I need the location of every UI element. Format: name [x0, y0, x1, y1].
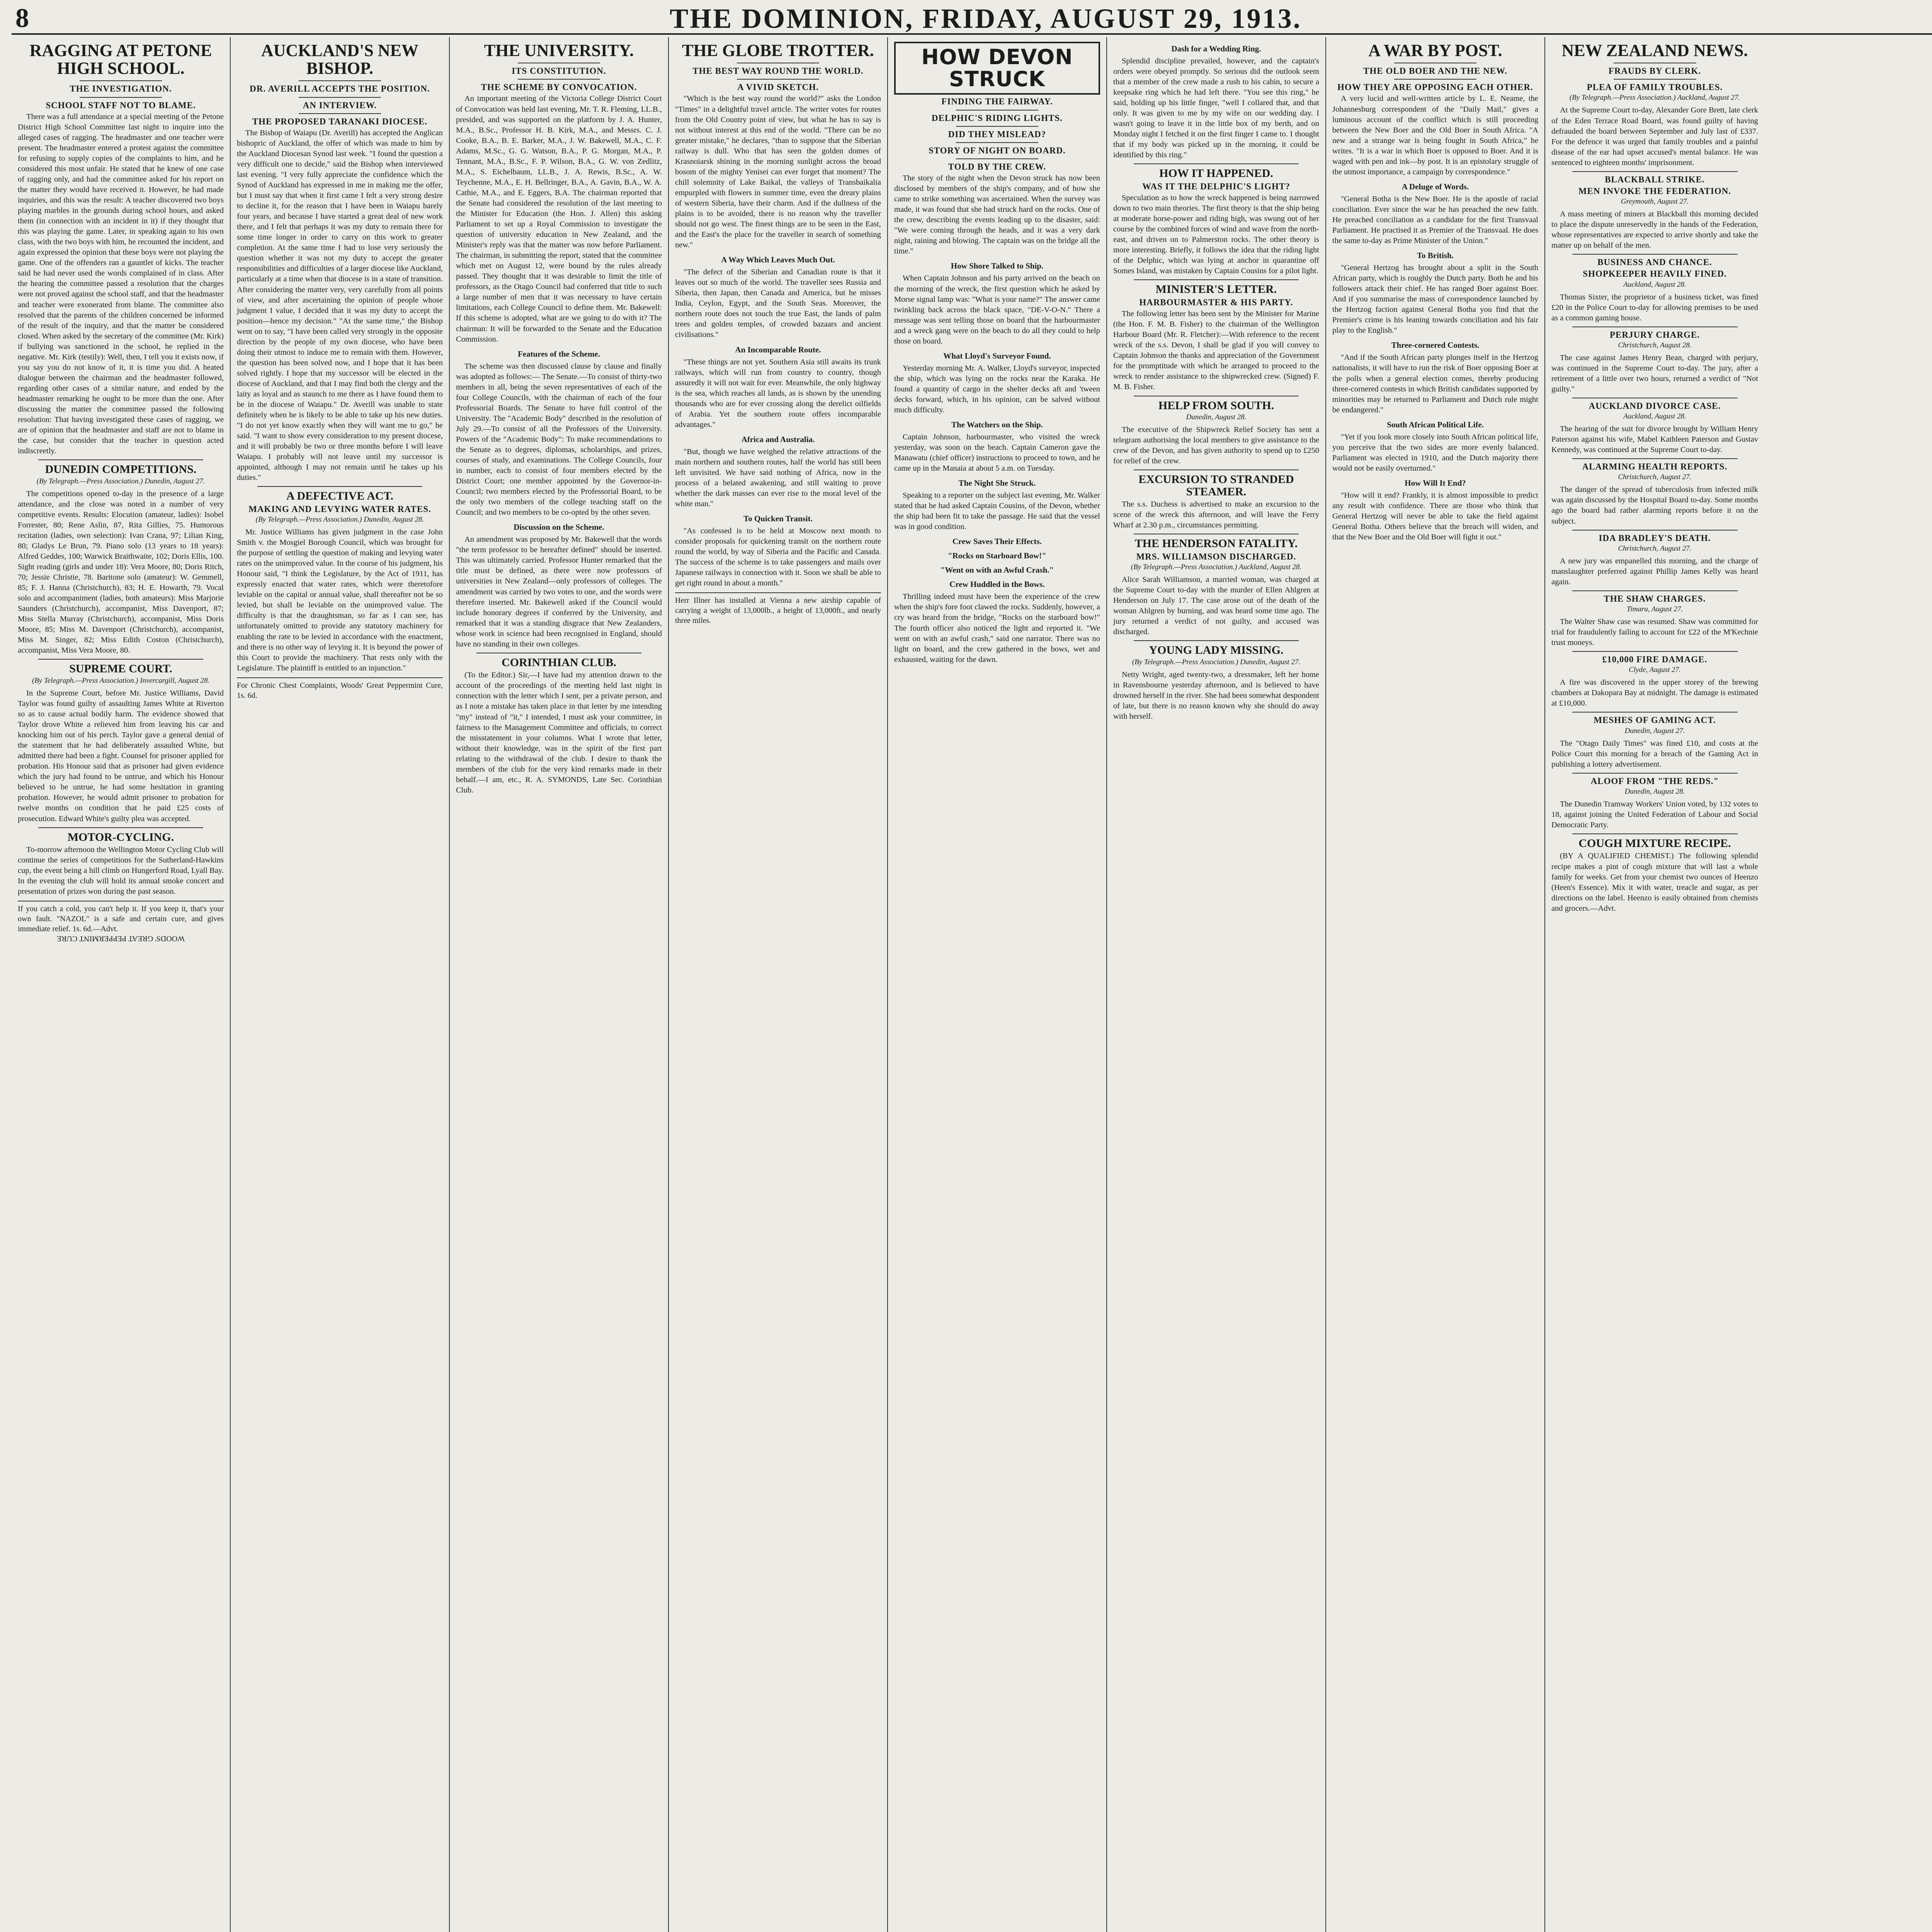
headline: HOW DEVON STRUCK	[894, 42, 1100, 95]
headline: PERJURY CHARGE.	[1609, 330, 1700, 340]
section-heading: What Lloyd's Surveyor Found.	[943, 351, 1051, 361]
dateline: Christchurch, August 28.	[1618, 341, 1692, 349]
subheadline: AN INTERVIEW.	[303, 100, 377, 110]
article-text: Thrilling indeed must have been the experience of the crew when the ship's fore foot clawed the rocks. Suddenly, however, a cry was heard from the bridge, "Rocks on the starboard bow!" The fourth officer also noticed the light and reported it. "We went on with an awful crash," said one narrator. There was no light on board, and the crew gathered in the bows, wet and exhausted, waiting for the dawn.	[894, 592, 1100, 664]
dateline: Clyde, August 27.	[1629, 666, 1681, 674]
article-text: The s.s. Duchess is advertised to make an excursion to the scene of the wreck this afternoon, and will leave the Ferry Wharf at 2.30 p.m., circumstances permitting.	[1113, 500, 1319, 530]
column-7	[1326, 37, 1545, 1932]
advertisement: For Chronic Chest Complaints, Woods' Great Peppermint Cure, 1s. 6d.	[237, 677, 443, 701]
article-text: Speculation as to how the wreck happened is being narrowed down to two main theories. The first theory is that the ship being at moderate horse-power and riding high, was swung out of her course by the combined forces of wind and wave from the north-east, and driven on to Palmerston rocks. The other theory is more interesting. Briefly, it follows the idea that the riding light of the Delphic, which was lying at anchor in quarantine off Somes Island, was mistaken by Captain Cousins for a pilot light.	[1113, 194, 1319, 276]
dateline: Christchurch, August 27.	[1618, 544, 1692, 553]
dateline: Auckland, August 28.	[1623, 412, 1686, 421]
dateline: (By Telegraph.—Press Association.) Invercargill, August 28.	[32, 676, 210, 685]
section-heading: "Went on with an Awful Crash."	[940, 565, 1054, 575]
inverted-text: WOODS' GREAT PEPPERMINT CURE	[56, 934, 185, 943]
column-3	[450, 37, 669, 1932]
column-1	[12, 37, 231, 1932]
headline: AUCKLAND'S NEW BISHOP.	[261, 41, 419, 78]
subheadline: SHOPKEEPER HEAVILY FINED.	[1583, 269, 1727, 279]
article-text: "These things are not yet. Southern Asia still awaits its trunk railways, which will run from country to country, though assuredly it will not wait for ever. Meanwhile, the only highway is the sea, which reaches all lands, as is shown by the unending thousands who are for ever crossing along the derelict oilfields of Arabia. Yet the southern route offers incomparable advantages."	[675, 357, 881, 429]
article-text: Alice Sarah Williamson, a married woman, was charged at the Supreme Court to-day with the murder of Ellen Ahlgren at Henderson on July 17. The case arose out of the death of the woman Ahlgren by burning, and was heard some time ago. The jury returned a verdict of not guilty, and accused was discharged.	[1113, 575, 1319, 636]
dateline: (By Telegraph.—Press Association.) Auckland, August 27.	[1569, 94, 1740, 102]
headline: THE SHAW CHARGES.	[1604, 594, 1706, 604]
article-text: In the Supreme Court, before Mr. Justice Williams, David Taylor was found guilty of assaulting James White at Riverton so as to cause actual bodily harm. The evidence showed that Taylor drove White a relieved him from leaving his car and knocking him out of his perch. Taylor gave a general denial of the statement that he had deliberately assaulted White, but admitted there had been a fight. Counsel for prisoner applied for probation. His Honour said that as prisoner had given evidence which the jury had found to be untrue, and which his Honour believed to be untrue, he had some hesitation in granting probation. However, he would admit prisoner to probation for twelve months on condition that he paid £25 costs of prosecution. Edward White's guilty plea was accepted.	[18, 689, 224, 823]
column-5	[888, 37, 1107, 1932]
article-text: "General Botha is the New Boer. He is the apostle of racial conciliation. Ever since the war he has preached the new faith. He preached conciliation as a candidate for the first Transvaal Parliament. He practised it as Premier of the Transvaal. He does the same to-day as Prime Minister of the Union."	[1332, 194, 1538, 245]
headline: YOUNG LADY MISSING.	[1149, 644, 1284, 657]
subheadline: DELPHIC'S RIDING LIGHTS.	[931, 113, 1063, 123]
article-text: At the Supreme Court to-day, Alexander Gore Brett, late clerk of the Eden Terrace Road Board, was found guilty of having defrauded the board between September and July last of £337. For the defence it was urged that family troubles and a painful disease of the ear had upset accused's mental balance. He was sentenced to eighteen months' imprisonment.	[1551, 106, 1758, 167]
headline: BUSINESS AND CHANCE.	[1597, 257, 1712, 267]
article-text: "Yet if you look more closely into South African political life, you perceive that the two sides are more evenly balanced. Parliament was elected in 1910, and the Dutch majority there would not be easily overturned."	[1332, 432, 1538, 473]
article-text: The executive of the Shipwreck Relief Society has sent a telegram authorising the local members to give assistance to the crew of the Devon, and has given authority to spend up to £250 for relief of the crew.	[1113, 425, 1319, 466]
headline: HOW IT HAPPENED.	[1159, 167, 1273, 180]
headline: COUGH MIXTURE RECIPE.	[1578, 837, 1731, 850]
headline: EXCURSION TO STRANDED STEAMER.	[1138, 473, 1294, 498]
subheadline: WAS IT THE DELPHIC'S LIGHT?	[1142, 181, 1290, 191]
article-text: The scheme was then discussed clause by clause and finally was adopted as follows:— The Senate.—To consist of thirty-two members in all, being the seven representatives of each of the four College Councils, with the chairman of each of the four Professorial Boards. The Senate to have full control of the University. The "Academic Body" described in the resolution of July 29.—To consist of all the Professors of the University. Powers of the "Academic Body": To make recommendations to the Senate as to degrees, diplomas, scholarships, and prizes, courses of study, and examinations. The College Councils, four in number, each to consist of four members elected by the District Court; one member appointed by the Governor-in-Council; two members elected by the Professorial Board, to be the only two members of the college teaching staff on the Council; and two members to be co-opted by the other seven.	[456, 362, 662, 517]
subheadline: HARBOURMASTER & HIS PARTY.	[1139, 297, 1293, 307]
article-text: Splendid discipline prevailed, however, and the captain's orders were obeyed promptly. So serious did the outlook seem that a member of the crew made a rush to his cabin, to secure a keepsake ring which he had left there. "You see this ring," he said, holding up his little finger, "well I collared that, and that only. It was given to me by my wife on our wedding day. I wasn't going to leave it in the little box of my berth, and on Monday night I fetched it on the first finger I came to. I thought that if my body was picked up in the morning, it could be identified by this ring."	[1113, 57, 1319, 160]
subheadline: ITS CONSTITUTION.	[512, 66, 606, 76]
headline: THE GLOBE TROTTER.	[682, 41, 874, 60]
column-6	[1107, 37, 1326, 1932]
dateline: (By Telegraph.—Press Association.) Dunedin, August 27.	[1132, 658, 1301, 666]
headline: RAGGING AT PETONE HIGH SCHOOL.	[29, 41, 212, 78]
news-item: Herr Illner has installed at Vienna a new airship capable of carrying a weight of 13,000lb., a height of 13,000ft., and nearly three miles.	[675, 592, 881, 626]
article-text: The competitions opened to-day in the presence of a large attendance, and the close was noted in a number of very competitive events. Results: Elocution (amateur, ladies): Isobel Forrester, 80; Rene Aslin, 87, Rita Gillies, 75. Humorous recitation (ladies, own selection): Ivan Crana, 97; Lilian King, 80; Gladys Le Brun, 79. Piano solo (13 years to 18 years): Alfred Geddes, 100; Warwick Braithwaite, 102; Doris Ellis, 100. Sight reading (girls and under 18): Vera Moore, 80; Doris Ritch, 70; Jessie Christie, 78. Baritone solo (amateur): W. Gemmell, 85; F. J. Hanna (Christchurch), 83; H. E. Howarth, 79. Vocal solo and accompaniment (ladies, both amateurs): Miss Marjorie Saunders (Christchurch), accompanist, Miss Davenport, 87; Miss Stella Murray (Christchurch), accompanist, Miss Doris Moore, 85; Miss M. Davenport (Christchurch), accompanist, Miss M. Singer, 82; Miss Edith Coston (Christchurch), accompanist, Miss Vera Moore, 80.	[18, 489, 224, 655]
article-text: Speaking to a reporter on the subject last evening, Mr. Walker stated that he had asked Captain Cousins, of the Devon, whether the ship had been fit to take the passage. He said that the vessel was in good condition.	[894, 491, 1100, 531]
headline: A WAR BY POST.	[1368, 41, 1502, 60]
dateline: (By Telegraph.—Press Association.) Dunedin, August 27.	[36, 477, 205, 485]
subheadline: DID THEY MISLEAD?	[948, 129, 1046, 139]
article-text: The story of the night when the Devon struck has now been disclosed by members of the ship's company, and of how she came to strike something was ascertained. When the survey was made, it was found that she had struck hard on the rocks. One of the crew, describing the events leading up to the disaster, said: "We were coming through the heads, and it was a very dark night, raining and blowing. The captain was on the bridge all the time."	[894, 174, 1100, 256]
headline: DUNEDIN COMPETITIONS.	[45, 463, 197, 476]
subheadline: STORY OF NIGHT ON BOARD.	[929, 145, 1066, 155]
headline: ALOOF FROM "THE REDS."	[1590, 776, 1719, 786]
subheadline: THE SCHEME BY CONVOCATION.	[481, 82, 637, 92]
section-heading: To British.	[1417, 251, 1454, 260]
dateline: Greymouth, August 27.	[1621, 197, 1689, 206]
headline: A DEFECTIVE ACT.	[286, 490, 393, 503]
section-heading: A Way Which Leaves Much Out.	[721, 255, 835, 265]
section-heading: Crew Saves Their Effects.	[952, 537, 1042, 546]
subheadline: FINDING THE FAIRWAY.	[941, 97, 1053, 107]
headline: THE UNIVERSITY.	[484, 41, 634, 60]
newspaper-title: THE DOMINION, FRIDAY, AUGUST 29, 1913.	[670, 3, 1302, 34]
dateline: Dunedin, August 28.	[1186, 413, 1247, 421]
dateline: Timaru, August 27.	[1626, 605, 1683, 613]
subheadline: MEN INVOKE THE FEDERATION.	[1578, 186, 1731, 196]
section-heading: How Shore Talked to Ship.	[951, 261, 1044, 271]
article-text: Yesterday morning Mr. A. Walker, Lloyd's surveyor, inspected the ship, which was lying on the rocks near the Karaka. He found a quantity of cargo in the shelter decks aft and 'tween decks forward, which, in his opinion, can be salved without much difficulty.	[894, 364, 1100, 414]
article-text: The Dunedin Tramway Workers' Union voted, by 132 votes to 18, against joining the United Federation of Labour and Social Democratic Party.	[1551, 799, 1758, 829]
section-heading: An Incomparable Route.	[735, 345, 821, 354]
section-heading: Discussion on the Scheme.	[514, 522, 604, 532]
headline: £10,000 FIRE DAMAGE.	[1602, 655, 1708, 665]
headline: SUPREME COURT.	[69, 662, 172, 675]
article-text: "As confessed is to be held at Moscow next month to consider proposals for quickening transit on the northern route round the world, by way of Siberia and the Pacific and Canada. The success of the scheme is to take passengers and mails over Japanese railways in connection with it. Soon we shall be able to get right round in about a month."	[675, 527, 881, 588]
headline: CORINTHIAN CLUB.	[502, 656, 616, 669]
article-text: "But, though we have weighed the relative attractions of the main northern and southern routes, half the world has still been left unvisited. We have said nothing of Africa, now in the process of a belated awakening, and still waiting to prove whether the dark masses can ever rise to the moral level of the white man."	[675, 447, 881, 509]
article-text: There was a full attendance at a special meeting of the Petone District High School Committee last night to inquire into the alleged cases of ragging. The headmaster and one teacher were present. The headmaster entered a protest against the committee for refusing to supply copies of the complaints to him, and he considered this most unfair. He stated that he knew of one case of ragging only, and had the committee asked for his report on the matter they would have received it. However, he had made inquiries, and this was the result: A teacher discovered two boys playing marbles in the grounds during school hours, and asked them (in connection with an incident in it) if they thought that this was playing the game. Later, in speaking again to his own class, with the two boys with him, he recounted the incident, and again expressed the opinion that these boys were not playing the game. One of the offenders ran a gauntlet of kicks. The teacher said he had never used the words complained of in class. After the hearing the committee passed a resolution that the charges were not proved against the school staff, and that the headmaster and teacher were exonerated from blame. The committee also resolved that the parents of the children concerned be informed of the result of the inquiry, and that the matter be considered closed. When asked by the secretary of the committee (Mr. Kirk) if bullying was sanctioned in the school, he replied in the negative. Mr. Kirk (testily): Well, then, I tell you it exists now, if you say you do not know of it, it is time you did. A heated dialogue between the chairman and the headmaster followed, regarding other cases of a similar nature, and ended by the headmaster remarking he ought to be more than the one. After discussing the matter the committee passed the following resolution: That having investigated these cases of ragging, we are of opinion that the headmaster and staff are not to blame in the case, but consider that the teacher in question acted indiscreetly.	[18, 112, 224, 456]
section-heading: Features of the Scheme.	[517, 349, 600, 359]
headline: NEW ZEALAND NEWS.	[1561, 41, 1748, 60]
section-heading: The Watchers on the Ship.	[951, 420, 1043, 430]
subheadline: TOLD BY THE CREW.	[948, 162, 1046, 172]
headline: HELP FROM SOUTH.	[1158, 399, 1274, 412]
masthead	[12, 4, 1932, 35]
section-heading: A Deluge of Words.	[1401, 182, 1469, 191]
article-text: Thomas Sixter, the proprietor of a business ticket, was fined £20 in the Police Court to-day for allowing premises to be used as a common gaming house.	[1551, 293, 1758, 322]
article-text: The hearing of the suit for divorce brought by William Henry Paterson against his wife, Mabel Kathleen Paterson and Gustav Kennedy, was continued at the Supreme Court to-day.	[1551, 425, 1758, 454]
headline: THE HENDERSON FATALITY.	[1134, 537, 1298, 550]
article-text: A fire was discovered in the upper storey of the brewing chambers at Dakopara Bay at midnight. The damage is estimated at £10,000.	[1551, 678, 1758, 708]
dateline: Christchurch, August 27.	[1618, 473, 1692, 481]
section-heading: How Will It End?	[1405, 478, 1466, 488]
dateline: (By Telegraph.—Press Association.) Dunedin, August 28.	[255, 515, 424, 524]
subheadline: FRAUDS BY CLERK.	[1608, 66, 1701, 76]
section-heading: Africa and Australia.	[741, 434, 815, 444]
headline: MINISTER'S LETTER.	[1155, 283, 1277, 296]
dateline: (By Telegraph.—Press Association.) Auckland, August 28.	[1131, 563, 1302, 571]
headline: MOTOR-CYCLING.	[67, 830, 174, 844]
dateline: Auckland, August 28.	[1623, 280, 1686, 289]
headline: ALARMING HEALTH REPORTS.	[1582, 462, 1728, 472]
subheadline: DR. AVERILL ACCEPTS THE POSITION.	[250, 84, 430, 94]
article-text: The case against James Henry Bean, charged with perjury, was continued in the Supreme Court to-day. The jury, after a retirement of a little over two hours, returned a verdict of "Not guilty."	[1551, 353, 1758, 393]
subheadline: THE BEST WAY ROUND THE WORLD.	[692, 66, 864, 76]
article-text: A new jury was empanelled this morning, and the charge of manslaughter preferred against Phillip James Kelly was heard again.	[1551, 556, 1758, 586]
article-text: A mass meeting of miners at Blackball this morning decided to place the dispute unreservedly in the hands of the Federation, whose representatives are expected to arrive shortly and take the matter up on behalf of the men.	[1551, 210, 1758, 250]
article-text: Mr. Justice Williams has given judgment in the case John Smith v. the Mosgiel Borough Council, which was brought for the purpose of settling the question of making and levying water rates on the unimproved value. In the course of his judgment, his Honour said, "I think the Legislature, by the Act of 1911, has expressly enacted that water rates, which were theretofore leviable on the capital or annual value, shall thereafter not be so levied, but shall be leviable on the unimproved value. The difficulty is that the draughtsman, so far as I can see, has unfortunately omitted to provide any statutory machinery for enabling the rate to be levied in accordance with the enactment, and there is no other way of levying it. It is beyond the power of this Court to provide the machinery. That rests only with the Legislature. The plaintiff is entitled to an injunction."	[237, 528, 443, 672]
article-text: The Walter Shaw case was resumed. Shaw was committed for trial for fraudulently failing to account for £22 of the M'Kechnie trust moneys.	[1551, 617, 1758, 647]
article-text: "The defect of the Siberian and Canadian route is that it leaves out so much of the world. The traveller sees Russia and Siberia, then Japan, then Canada and America, but he misses India, Ceylon, Egypt, and the South Seas. Moreover, the northern route does not touch the true East, the lands of palm trees and golden temples, of crowded bazaars and ancient civilisations."	[675, 268, 881, 339]
column-2	[231, 37, 450, 1932]
column-8	[1545, 37, 1764, 1932]
article-text: The Bishop of Waiapu (Dr. Averill) has accepted the Anglican bishopric of Auckland, the offer of which was made to him by the Auckland Diocesan Synod last week. "I found the question a very difficult one to decide," said the Bishop when interviewed last evening. "I very fully appreciate the confidence which the Synod of Auckland has expressed in me in making me the offer, but I must say that when it first came I felt a very strong desire to decline it, for the reason that I have been in Waiapu barely four years, and because I have started a great deal of new work there, and I felt that perhaps it was my duty to remain there for some time longer in order to carry on this work to greater completion. At the same time I had to lose very seriously the question whether it was not my duty to accept the greater responsibilities and difficulties of a larger diocese like Auckland, particularly at a time when that diocese is in a state of transition. After considering the matter very, very carefully from all points of view, and after ascertaining the opinion of people whose judgment I value, I decided that it was my duty to accept the position—hence my decision." "At the same time," the Bishop went on to say, "I have been called very strongly in the opposite direction by the people of my own diocese, who have been doing their utmost to induce me to remain with them. However, the question has been solved now, and I hope that it has been solved rightly. I hope that my successor will be elected in the diocese of Auckland, and that I may find both the clergy and the laity as loyal and as staunch to me there as I have found them to be in the diocese of Waiapu." Dr. Averill was unable to state definitely when he is likely to be able to take up his new duties. "I do not yet know exactly when they will want me to go," he said. "I want to show every consideration to my present diocese, and it will probably be two or three months before I will leave Waiapu. I probably will not leave until my successor is appointed, although I may not remain until he takes up his duties."	[237, 128, 443, 482]
advertisement: (BY A QUALIFIED CHEMIST.) The following splendid recipe makes a pint of cough mixture that will last a whole family for weeks. Get from your chemist two ounces of Heenzo (Heen's Essence). Mix it with water, treacle and sugar, as per directions on the label. Heenzo is easily obtained from chemists and grocers.—Advt.	[1551, 852, 1758, 913]
subheadline: A VIVID SKETCH.	[737, 82, 819, 92]
advertisement: If you catch a cold, you can't help it. If you keep it, that's your own fault. "NAZOL" is a safe and certain cure, and gives immediate relief. 1s. 6d.—Advt.	[18, 901, 224, 934]
subheadline: HOW THEY ARE OPPOSING EACH OTHER.	[1337, 82, 1533, 92]
section-heading: South African Political Life.	[1387, 420, 1484, 429]
article-text: "Which is the best way round the world?" asks the London "Times" in a delightful travel article. The writer votes for routes from the Old Country point of view, but what he has to say is not without interest at this end of the world. "There can be no greater mistake," he declares, "than to suppose that the Siberian railway is dull. Who that has seen the golden domes of Krasnoiarsk shining in the morning sunlight across the broad bosom of the mighty Yenisei can ever forget that moment? The chill solemnity of Lake Baikal, the valleys of Transbaikalia empurpled with flowers in summer time, even the dreary plains of western Siberia, have their charm. And if the dullness of the plains is to be avoided, there is no reason why the traveller should not go west. The finest things are to be seen in the East, and the East's the place for the traveller in search of something new."	[675, 94, 881, 250]
headline: AUCKLAND DIVORCE CASE.	[1588, 401, 1721, 411]
article-text: When Captain Johnson and his party arrived on the beach on the morning of the wreck, the first question which he asked by Morse signal lamp was: "What is your name?" The answer came twinkling back across the black space, "DE-V-O-N." There a message was sent telling those on board that the harbourmaster and a wreck gang were on the beach to do all they could to help those on board.	[894, 274, 1100, 345]
section-heading: The Night She Struck.	[958, 478, 1036, 488]
section-heading: Three-cornered Contests.	[1391, 340, 1480, 350]
headline: MESHES OF GAMING ACT.	[1594, 715, 1716, 725]
article-text: (To the Editor.) Sir,—I have had my attention drawn to the account of the proceedings of the meeting held last night in connection with the letter which I sent, per a private person, and as I note a mistake has taken place in that letter by me intending "my" instead of "it," I intended, I must ask your committee, in fairness to the Management Committee and officials, to correct the misstatement in your columns. What I wrote that letter, without their knowledge, was in the spirit of the first part relating to the withdrawal of the club. I desire to thank the members of the club for the very kind remarks made in their behalf.—I am, etc., R. A. SYMONDS, Late Sec. Corinthian Club.	[456, 671, 662, 794]
subheadline: PLEA OF FAMILY TROUBLES.	[1587, 82, 1723, 92]
article-text: The danger of the spread of tuberculosis from infected milk was again discussed by the Hospital Board to-day. Some months ago the board had rather alarming reports before it on the subject.	[1551, 485, 1758, 526]
dateline: Dunedin, August 28.	[1624, 787, 1685, 796]
article-text: An important meeting of the Victoria College District Court of Convocation was held last evening, Mr. T. R. Fleming, LL.B., presided, and was supported on the platform by J. A. Hunter, M.A., B.Sc., Professor H. B. Kirk, M.A., and Messrs. C. J. Cooke, B.A., B. E. Barker, M.A., J. W. Bakewell, M.A., C. F. Adams, M.Sc., G. G. Watson, B.A., P. G. Morgan, M.A., P. Tennant, M.A., B.Sc., F. P. Wilson, B.A., G. W. von Zedlitz, M.A., S. Eichelbaum, LL.B., J. A. Rewis, B.Sc., A. W. Teychenne, M.A., E. H. Bellringer, B.A., A. Gavin, B.A., W. A. Cathie, M.A., and E. Eggers, B.A. The chairman reported that the Senate had considered the resolution of the last meeting to the Minister for Education (the Hon. J. Allen) this asking Parliament to set up a Royal Commission to investigate the question of university education in New Zealand, and the Minister's reply was that the matter was now before Parliament. The chairman, in submitting the report, stated that the committee which met on August 12, were bound by the rules already passed. They thought that it was desirable to limit the title of professors, as the Otago Council had conferred that title to such a large number of men that it was necessary to have certain limitations, each College Council to define them. Mr. Bakewell: If this scheme is adopted, what are we going to do with it? The chairman: It will be forwarded to the Senate and the Education Commission.	[456, 94, 662, 344]
headline: BLACKBALL STRIKE.	[1605, 174, 1705, 184]
subheadline: THE INVESTIGATION.	[70, 84, 172, 94]
subheadline: MRS. WILLIAMSON DISCHARGED.	[1136, 551, 1296, 561]
article-text: The following letter has been sent by the Minister for Marine (the Hon. F. M. B. Fisher) to the chairman of the Wellington Harbour Board (Mr. R. Fletcher):—With reference to the recent wreck of the s.s. Devon, I shall be glad if you will convey to Captain Johnson the thanks and appreciation of the Government for the promptitude with which he arranged to proceed to the wreck to render assistance to the shipwrecked crew. (Signed) F. M. B. Fisher.	[1113, 310, 1319, 391]
article-text: "And if the South African party plunges itself in the Hertzog nationalists, it will have to run the risk of Boer opposing Boer at the polls when a general election comes, thereby producing three-cornered contests in which British candidates supported by minorities may be returned to Parliament and Dutch rule might be endangered."	[1332, 353, 1538, 414]
article-text: To-morrow afternoon the Wellington Motor Cycling Club will continue the series of competitions for the Sutherland-Hawkins cup, the event being a hill climb on Hungerford Road, Lyall Bay. In the evening the club will hold its annual smoke concert and presentation of prizes won during the past season.	[18, 845, 224, 896]
headline: IDA BRADLEY'S DEATH.	[1599, 533, 1711, 543]
column-4	[669, 37, 888, 1932]
subheadline: THE PROPOSED TARANAKI DIOCESE.	[252, 116, 428, 126]
section-heading: Dash for a Wedding Ring.	[1171, 44, 1261, 53]
page-number: 8	[15, 3, 29, 33]
subheadline: SCHOOL STAFF NOT TO BLAME.	[46, 100, 196, 110]
article-text: A very lucid and well-written article by L. E. Neame, the Johannesburg correspondent of the "Daily Mail," gives a luminous account of the conflict which is still proceeding between the New Boer and the Old Boer in South Africa. "A new and a strange war is being fought in South Africa," he writes. "It is a war in which Boer is opposed to Boer. And it is waged with pen and ink—by post. It is an epistolary struggle of the utmost importance, a campaign by correspondence."	[1332, 94, 1538, 176]
article-text: The "Otago Daily Times" was fined £10, and costs at the Police Court this morning for a breach of the Gaming Act in publishing a lottery advertisement.	[1551, 739, 1758, 769]
subheadline: MAKING AND LEVYING WATER RATES.	[248, 504, 431, 514]
subheadline: THE OLD BOER AND THE NEW.	[1363, 66, 1507, 76]
section-heading: Crew Huddled in the Bows.	[949, 580, 1045, 589]
article-text: "How will it end? Frankly, it is almost impossible to predict any result with confidence. There are those who think that General Hertzog will never be able to take the field against General Botha. Others believe that the breach will widen, and that the New Boer and the Old Boer will fight it out."	[1332, 491, 1538, 542]
article-text: Captain Johnson, harbourmaster, who visited the wreck yesterday, was soon on the beach. Captain Cameron gave the Manawatu (chief officer) instructions to proceed to town, and he came up in the Manaia at about 5 a.m. on Tuesday.	[894, 433, 1100, 473]
columns	[12, 37, 1932, 1932]
article-text: An amendment was proposed by Mr. Bakewell that the words "the term professor to be hereafter defined" should be inserted. This was ultimately carried. Professor Hunter remarked that the title must be defined, as there were now professors of universities in New Zealand—only professors of colleges. The amendment was carried by two votes to one, and the words were therefore inserted. Mr. Bakewell asked if the Council would include honorary degrees if conferred by the University, and remarked that it was a standing disgrace that New Zealanders, whose work in science had been recognised in England, should have no standing in their own colleges.	[456, 535, 662, 648]
article-text: "General Hertzog has brought about a split in the South African party, which is roughly the Dutch party. Both he and his followers attack their chief. He has ranged Boer against Boer. And if you summarise the mass of correspondence launched by the Hertzog faction against General Botha you find that the Premier's crime is his leaning towards conciliation and his fair play to the English."	[1332, 264, 1538, 335]
section-heading: To Quicken Transit.	[743, 514, 813, 524]
article-text: Netty Wright, aged twenty-two, a dressmaker, left her home in Ravensbourne yesterday afternoon, and is believed to have drowned herself in the river. She had been somewhat despondent of late, but there is no reason known why she should do away with herself.	[1113, 670, 1319, 721]
dateline: Dunedin, August 27.	[1624, 726, 1685, 735]
section-heading: "Rocks on Starboard Bow!"	[948, 551, 1046, 561]
